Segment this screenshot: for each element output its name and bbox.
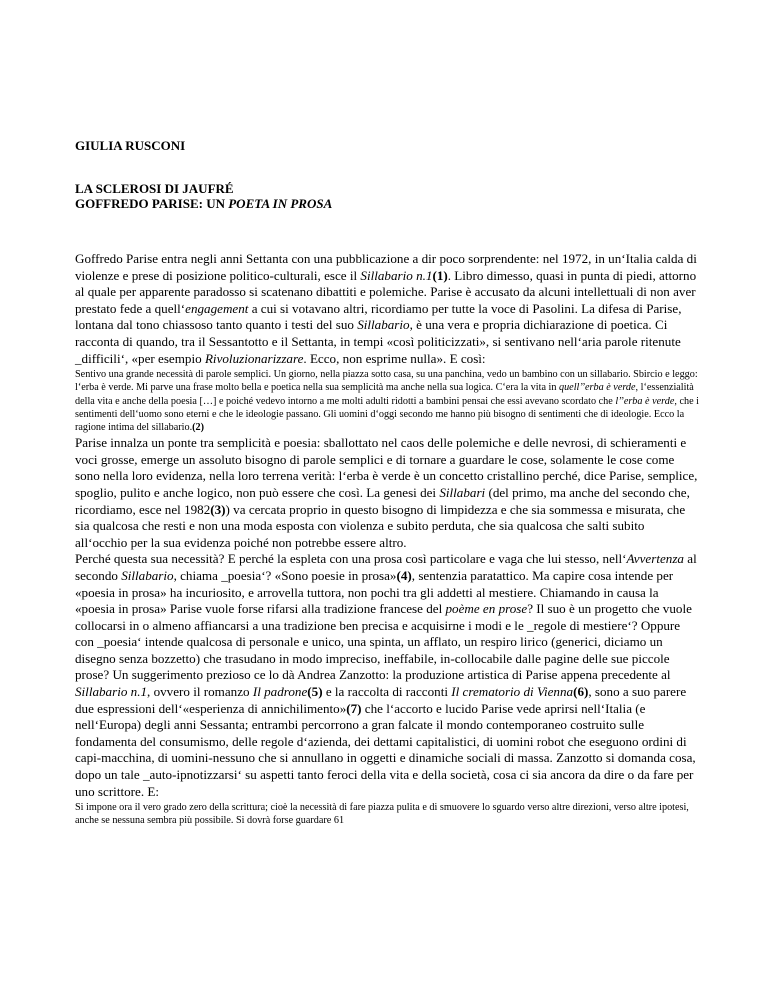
author-name: GIULIA RUSCONI [75,138,186,153]
footnote-ref: (1) [432,267,448,283]
italic-run: Sillabario n.1 [360,267,433,283]
paragraph-3 [75,551,700,800]
title-line-2-italic: POETA IN PROSA [228,196,333,211]
italic-run: engagement [185,300,249,316]
text-run: Si impone ora il vero grado zero della scrittura; cioè la necessità di fare piazza pulita e di smuovere lo sguardo verso altre direzioni, verso altre ipotesi, anche se nessuna sembra più possibile. Si dovrà forse guardare 61 [75,802,689,827]
text-run: , che i sentimenti dell‘uomo sono eterni e che le ideologie passano. Gli uomini d‘oggi secondo me hanno più bisogno di sentimenti che di ideologie. Ecco la ragione intima del sillabario. [75,395,699,433]
text-run: Perché questa sua necessità? E perché la espleta con una prosa così particolare e vaga che lui stesso, nell‘ [75,551,627,567]
text-run: , chiama _poesia‘? «Sono poesie in prosa» [173,567,397,583]
italic-run: l’’erba è verde [615,395,675,407]
text-run: ? Il suo è un progetto che vuole collocarsi in o almeno affiancarsi a una tradizione ben precisa e acquisirne i modi e le _regole di mestiere‘? Oppure con _poesia‘ intende qualcosa di personale e unico, una spinta, un afflato, un respiro lirico (generici, diciamo un disegno senza bozzetto) che trasudano in modo impreciso, ineffabile, in-collocabile dalle pagine delle sue piccole prose? Un suggerimento prezioso ce lo dà Andrea Zanzotto: la produzione artistica di Parise appena precedente al [75,601,692,683]
italic-run: Sillabario [357,317,410,333]
article-title [75,181,700,211]
title-line-2 [75,196,700,211]
italic-run: Sillabario [121,567,174,583]
footnote-ref: (4) [396,567,412,583]
italic-run: Il padrone [252,684,308,700]
text-run: . Ecco, non esprime nulla». E così: [303,350,486,366]
paragraph-1 [75,251,700,367]
text-run: (del primo, ma anche del secondo che, ricordiamo, esce nel 1982 [75,484,690,517]
italic-run: poème en prose [445,601,528,617]
text-run: , ovvero il romanzo [147,684,253,700]
footnote-ref: (5) [307,684,323,700]
italic-run: Avvertenza [626,551,684,567]
footnote-ref: (3) [210,501,226,517]
footnote-ref: (6) [573,684,589,700]
text-run: a cui si votavano altri, ricordiamo per tutte la voce di Pasolini. La difesa di Parise, lontana dal tono chiassoso tanto quanto i testi del suo [75,300,682,333]
text-run: , è una vera e propria dichiarazione di poetica. Ci racconta di quando, tra il Sessantotto e il Settanta, in tempi «così politicizzati», si sentivano nell‘aria parole ritenute _difficili‘, «per esempio [75,317,681,366]
title-line-1: LA SCLEROSI DI JAUFRÉ [75,181,234,196]
text-run: , sono a suo parere due espressioni dell‘«esperienza di annichilimento» [75,684,687,716]
text-run: . Libro dimesso, quasi in punta di piedi, attorno al quale per apparente paradosso si scatenano dibattiti e polemiche. Parise è accusato da alcuni intellettuali di non aver prestato fede a quell‘ [75,267,697,316]
italic-run: quell’’erba è verde [558,382,636,394]
text-run: e la raccolta di racconti [322,684,452,700]
title-line-2-text: GOFFREDO PARISE: UN [75,196,229,211]
paragraph-2 [75,435,700,551]
text-run: al secondo [75,551,697,583]
block-quote-2 [75,801,700,827]
text-run: Parise innalza un ponte tra semplicità e poesia: sballottato nel caos delle polemiche e delle nevrosi, di schieramenti e voci grosse, emerge un assoluto bisogno di parole semplici e di tornare a guardare le cose, solamente le cose come sono nella loro evidenza, nella loro terrena verità: l‘erba è verde è un concetto cristallino perché, dice Parise, semplice, spoglio, pulito e anche logico, non può essere che così. La genesi dei [75,435,698,500]
text-run: Goffredo Parise entra negli anni Settanta con una pubblicazione a dir poco sorprendente: nel 1972, in un‘Italia calda di violenze e prese di posizione politico-culturali, esce il [75,251,697,283]
text-run: che l‘accorto e lucido Parise vede aprirsi nell‘Italia (e nell‘Europa) degli anni Sessanta; entrambi percorrono a gran falcate il mondo contemporaneo costruito sulle fondamenta del consumismo, delle regole d‘azienda, dei dettami capitalistici, di uomini robot che eseguono ordini di capi-macchina, di uomini-nessuno che si annullano in oggetti e dinamiche sociali di massa. Zanzotto si domanda cosa, dopo un tale _auto-ipnotizzarsi‘ su aspetti tanto feroci della vita e della società, cosa ci sia ancora da dire o da fare per uno scrittore. E: [75,700,696,799]
footnote-ref: (7) [346,700,362,716]
text-run: Sentivo una grande necessità di parole semplici. Un giorno, nella piazza sotto casa, su una panchina, vedo un bambino con un sillabario. Sbircio e leggo: l‘erba è verde. Mi parve una frase molto bella e poetica nella sua semplicità ma anche nella sua logica. C‘era la vita in [75,369,698,394]
italic-run: Sillabario n.1 [75,684,148,700]
footnote-ref: (2) [192,421,205,433]
italic-run: Rivoluzionarizzare [204,350,304,366]
text-run: ) va cercata proprio in questo bisogno di limpidezza e che sia sommessa e misurata, che sia qualcosa che resti e non una moda esposta con violenza e subito perduta, che sia qualcosa che salti subito all‘occhio per la sua evidenza poiché non potrebbe essere altro. [75,501,686,550]
text-run: , sentenzia paratattico. Ma capire cosa intende per «poesia in prosa» ha incuriosito, e arrovella tuttora, non pochi tra gli addetti al mestiere. Chiamando in causa la «poesia in prosa» Parise vuole forse rifarsi alla tradizione francese del [75,567,674,617]
italic-run: Il crematorio di Vienna [451,684,574,700]
document-page [75,138,700,829]
text-run: , l‘essenzialità della vita e anche della poesia […] e poiché vedevo intorno a me molti adulti ridotti a bambini pensai che essi avevano scordato che [75,382,694,407]
block-quote-1 [75,368,700,434]
italic-run: Sillabari [439,484,486,500]
